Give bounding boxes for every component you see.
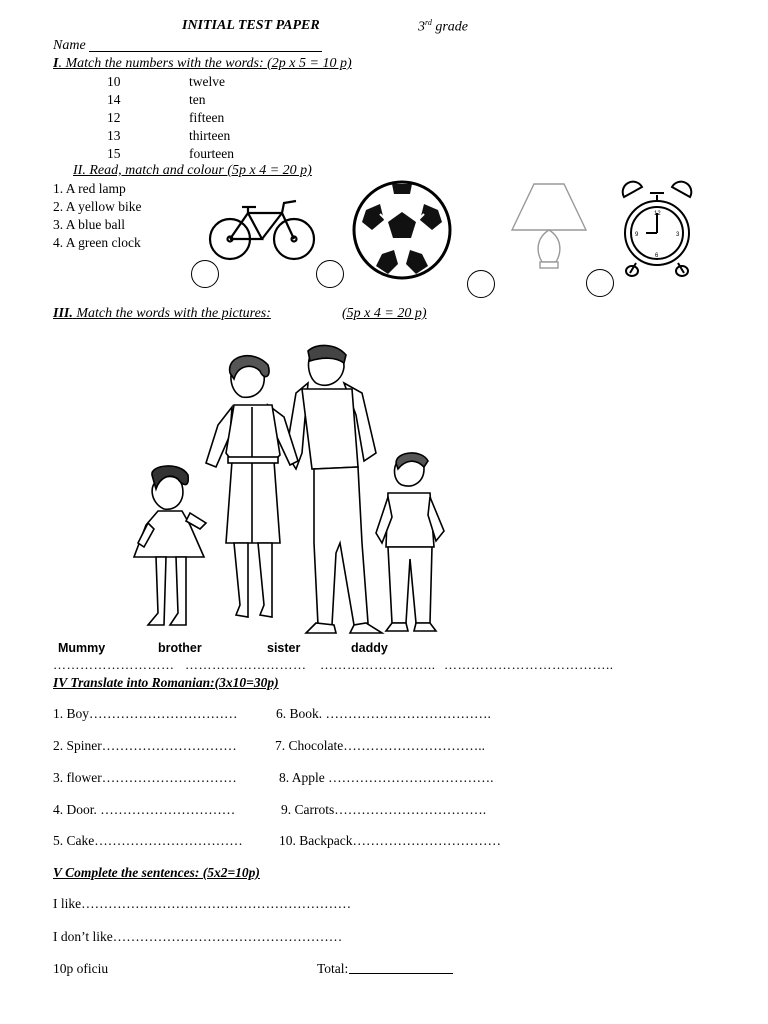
grade-superscript: rd — [425, 18, 432, 27]
answer-circle[interactable] — [316, 260, 344, 288]
section4-title: IV Translate into Romanian:(3x10=30p) — [53, 675, 279, 690]
grade-word: grade — [435, 19, 468, 35]
colour-item: 2. A yellow bike — [53, 199, 142, 214]
bike-icon — [208, 195, 316, 265]
father-figure — [286, 345, 382, 633]
svg-text:3: 3 — [676, 232, 680, 238]
oficiu-label: 10p oficiu — [53, 961, 109, 976]
section1-title — [53, 56, 352, 72]
translate-item[interactable]: 3. flower………………………… — [53, 770, 237, 785]
sentence-line[interactable]: I don’t like…………………………………………… — [53, 929, 343, 944]
section2-title: II. Read, match and colour (5p x 4 = 20 p) — [73, 163, 312, 178]
ball-icon — [352, 180, 452, 280]
number-item: 14 — [107, 92, 121, 107]
boy-figure — [376, 453, 444, 631]
section5-title: V Complete the sentences: (5x2=10p) — [53, 865, 260, 880]
family-word: brother — [158, 641, 202, 655]
translate-item[interactable]: 4. Door. ………………………… — [53, 802, 236, 817]
word-item: ten — [189, 92, 206, 107]
translate-item[interactable]: 7. Chocolate………………………….. — [275, 738, 485, 753]
translate-item[interactable]: 6. Book. ………………………………. — [276, 706, 491, 721]
grade-number: 3 — [418, 19, 425, 35]
girl-figure — [134, 466, 206, 625]
translate-item[interactable]: 10. Backpack…………………………… — [279, 833, 501, 848]
total-label: Total: — [317, 961, 349, 976]
translate-item[interactable]: 1. Boy…………………………… — [53, 706, 238, 721]
translate-item[interactable]: 8. Apple ………………………………. — [279, 770, 494, 785]
name-label: Name — [53, 38, 86, 53]
answer-circle[interactable] — [467, 270, 495, 298]
lamp-icon — [508, 180, 590, 276]
section3-points: (5p x 4 = 20 p) — [342, 306, 427, 321]
word-item: thirteen — [189, 128, 231, 143]
alarm-clock-icon — [620, 181, 694, 277]
section3-number: III. — [53, 306, 73, 321]
total-field[interactable] — [349, 973, 453, 974]
section3-title — [53, 306, 271, 322]
answer-blank[interactable]: …………………….. — [320, 657, 436, 672]
number-item: 15 — [107, 146, 121, 161]
translate-item[interactable]: 9. Carrots……………………………. — [281, 802, 487, 817]
colour-item: 3. A blue ball — [53, 217, 125, 232]
word-item: fifteen — [189, 110, 225, 125]
family-word: Mummy — [58, 641, 106, 655]
number-item: 13 — [107, 128, 121, 143]
svg-text:12: 12 — [654, 211, 661, 217]
colour-item: 1. A red lamp — [53, 181, 126, 196]
grade-label — [418, 18, 468, 36]
section1-instruction: . Match the numbers with the words: (2p x 5 = 10 p) — [58, 56, 352, 71]
family-word: sister — [267, 641, 301, 655]
number-item: 10 — [107, 74, 121, 89]
answer-blank[interactable]: ……………………………….. — [444, 657, 614, 672]
answer-blank[interactable]: ……………………… — [53, 657, 175, 672]
translate-item[interactable]: 2. Spiner………………………… — [53, 738, 237, 753]
name-field[interactable] — [89, 51, 322, 52]
word-item: fourteen — [189, 146, 234, 161]
translate-item[interactable]: 5. Cake…………………………… — [53, 833, 243, 848]
mother-figure — [206, 356, 298, 617]
sentence-line[interactable]: I like…………………………………………………… — [53, 896, 352, 911]
page-title: INITIAL TEST PAPER — [182, 18, 320, 33]
colour-item: 4. A green clock — [53, 235, 141, 250]
answer-circle[interactable] — [586, 269, 614, 297]
word-item: twelve — [189, 74, 225, 89]
svg-text:9: 9 — [635, 232, 639, 238]
number-item: 12 — [107, 110, 121, 125]
answer-blank[interactable]: ……………………… — [185, 657, 307, 672]
family-word: daddy — [351, 641, 388, 655]
section3-instruction: Match the words with the pictures: — [76, 306, 271, 321]
family-picture — [130, 343, 470, 635]
section1-number: I — [53, 56, 59, 71]
svg-text:6: 6 — [655, 253, 659, 259]
answer-circle[interactable] — [191, 260, 219, 288]
